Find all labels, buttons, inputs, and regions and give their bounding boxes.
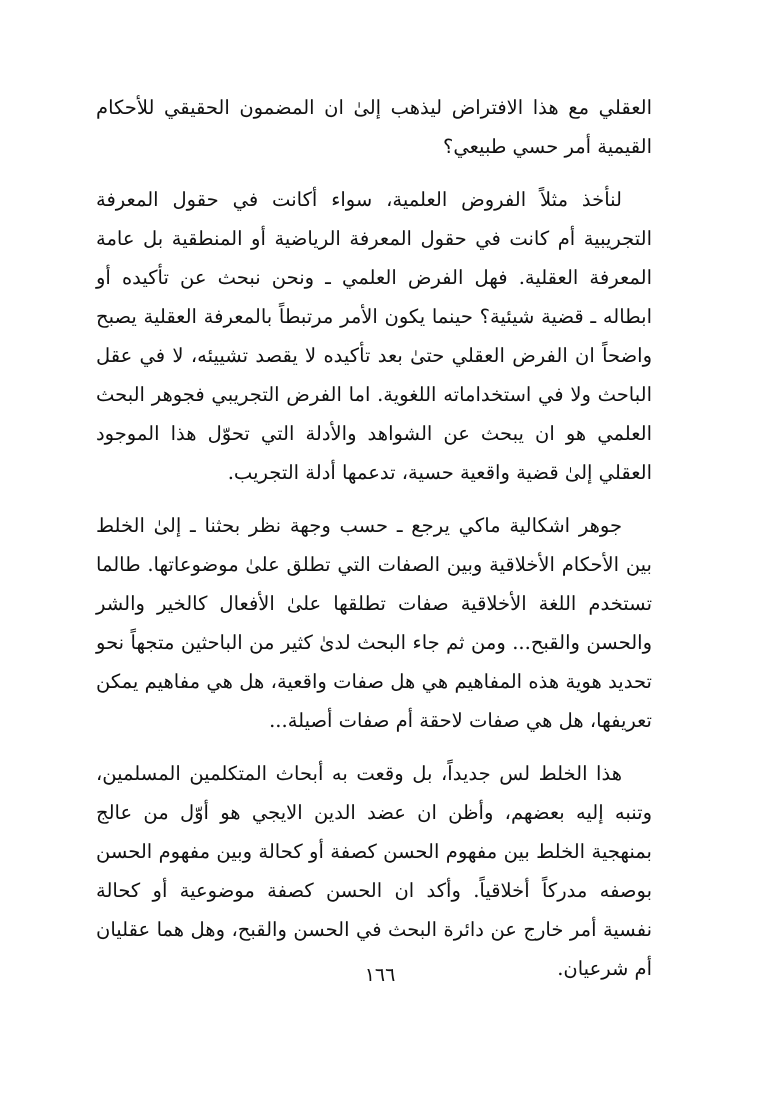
paragraph-mackie-problem: جوهر اشكالية ماكي يرجع ـ حسب وجهة نظر بحثنا ـ إلىٰ الخلط بين الأحكام الأخلاقية وبين الصفات التي تطلق علىٰ موضوعاتها. طالما تستخدم اللغة الأخلاقية صفات تطلقها علىٰ الأفعال كالخير والشر والحسن والقبح... ومن ثم جاء البحث لدىٰ كثير من الباحثين متجهاً نحو تحديد هوية هذه المفاهيم هي هل صفات واقعية، هل هي مفاهيم يمكن تعريفها، هل هي صفات لاحقة أم صفات أصيلة... [96,514,652,732]
page-number: ١٦٦ [364,964,396,986]
paragraph-scientific-hypotheses: لنأخذ مثلاً الفروض العلمية، سواء أكانت في حقول المعرفة التجريبية أم كانت في حقول المعرفة الرياضية أو المنطقية بل عامة المعرفة العقلية. فهل الفرض العلمي ـ ونحن نبحث عن تأكيده أو ابطاله ـ قضية شيئية؟ حينما يكون الأمر مرتبطاً بالمعرفة العقلية يصبح واضحاً ان الفرض العقلي حتىٰ بعد تأكيده لا يقصد تشييئه، لا في عقل الباحث ولا في استخداماته اللغوية. اما الفرض التجريبي فجوهر البحث العلمي هو ان يبحث عن الشواهد والأدلة التي تحوّل هذا الموجود العقلي إلىٰ قضية واقعية حسية، تدعمها أدلة التجريب. [96,188,652,484]
paragraph-continuation: العقلي مع هذا الافتراض ليذهب إلىٰ ان المضمون الحقيقي للأحكام القيمية أمر حسي طبيعي؟ [96,96,652,158]
body-text [96,88,652,1002]
paragraph-theologians-confusion: هذا الخلط لس جديداً، بل وقعت به أبحاث المتكلمين المسلمين، وتنبه إليه بعضهم، وأظن ان عضد الدين الايجي هو أوّل من عالج بمنهجية الخلط بين مفهوم الحسن كصفة أو كحالة وبين مفهوم الحسن بوصفه مدركاً أخلاقياً. وأكد ان الحسن كصفة موضوعية أو كحالة نفسية أمر خارج عن دائرة البحث في الحسن والقبح، وهل هما عقليان أم شرعيان. [96,762,652,980]
